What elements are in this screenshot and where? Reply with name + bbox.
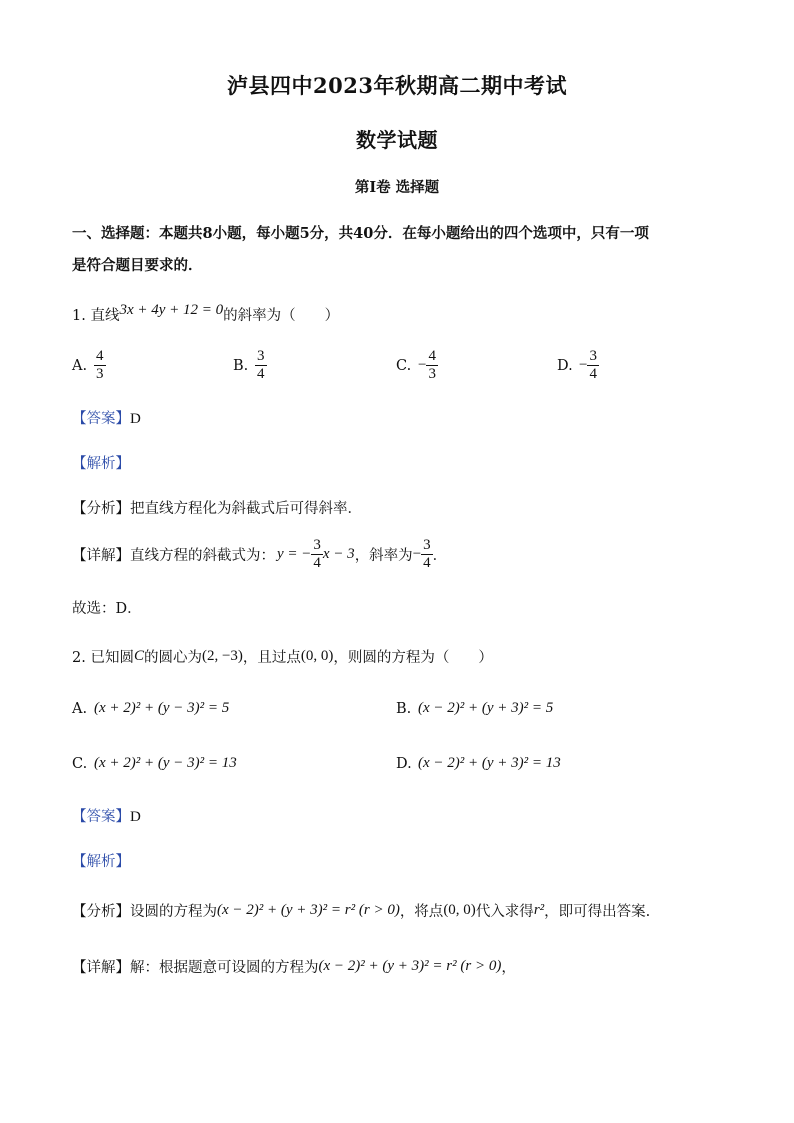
detail-slope-sign: −	[412, 546, 422, 562]
fenxi-tag: 【分析】	[72, 904, 130, 920]
answer-tag: 【答案】	[72, 809, 130, 825]
question-1-stem	[72, 304, 339, 325]
q1-conclusion: 故选：D．	[72, 601, 142, 617]
q2-option-b-label: B.	[396, 700, 412, 717]
q2-answer	[72, 805, 141, 826]
q2-option-d-equation: (x − 2)² + (y + 3)² = 13	[418, 755, 561, 771]
q1-option-c-fraction	[426, 348, 438, 383]
q2-option-c-equation: (x + 2)² + (y − 3)² = 13	[94, 755, 237, 771]
denominator: 3	[96, 366, 104, 382]
q1-option-b-fraction	[255, 348, 267, 383]
q1-option-a-label: A.	[72, 357, 88, 374]
q1-detail	[72, 537, 447, 572]
q2-option-b-equation: (x − 2)² + (y + 3)² = 5	[418, 700, 554, 716]
detail-fraction	[311, 537, 323, 572]
exam-subtitle: 数学试题	[356, 128, 438, 152]
q1-option-d-label: D.	[557, 357, 573, 374]
q1-option-c	[396, 348, 438, 383]
denominator: 4	[589, 366, 597, 382]
detail-tag: 【详解】	[72, 960, 130, 976]
denominator: 4	[423, 555, 431, 571]
fenxi-equation: (x − 2)² + (y + 3)² = r² (r > 0)	[217, 902, 400, 918]
numerator: 3	[257, 348, 265, 364]
q2-option-b	[396, 700, 553, 717]
q1-option-c-sign: −	[418, 357, 427, 373]
q2-option-a-label: A.	[72, 700, 88, 717]
detail-slope-fraction	[421, 537, 433, 572]
q2-option-d	[396, 755, 561, 772]
section-heading: 第Ⅰ卷 选择题	[354, 179, 440, 196]
exam-title: 泸县四中2023年秋期高二期中考试	[227, 73, 567, 98]
detail-tag: 【详解】	[72, 548, 130, 564]
q2-analysis-tag: 【解析】	[72, 854, 130, 870]
q1-option-a-fraction	[94, 348, 106, 383]
fenxi-end: ，即可得出答案.	[544, 904, 651, 920]
answer-tag: 【答案】	[72, 411, 130, 427]
q2-option-c	[72, 755, 237, 772]
fenxi-point: (0, 0)	[443, 902, 476, 918]
detail-end: ．	[432, 548, 448, 564]
q1-option-d	[557, 348, 599, 383]
numerator: 3	[589, 348, 597, 364]
fenxi-pre: 设圆的方程为	[130, 904, 217, 920]
q2-option-a	[72, 700, 229, 717]
instructions-line-1: 一、选择题：本题共8小题，每小题5分，共40分．在每小题给出的四个选项中，只有一项	[72, 225, 649, 242]
q2-option-c-label: C.	[72, 755, 88, 772]
fenxi-mid2: 代入求得	[475, 904, 534, 920]
q1-suffix: 的斜率为（ ）	[223, 308, 340, 324]
q2-suffix: ，则圆的方程为（ ）	[333, 650, 493, 666]
q1-option-c-label: C.	[396, 357, 412, 374]
fenxi-mid: ，将点	[399, 904, 444, 920]
numerator: 3	[313, 537, 321, 553]
q1-answer	[72, 407, 141, 428]
q1-prefix: 1. 直线	[72, 308, 120, 324]
q2-option-d-label: D.	[396, 755, 412, 772]
q1-option-b-label: B.	[233, 357, 249, 374]
numerator: 3	[423, 537, 431, 553]
question-2-stem	[72, 646, 493, 667]
detail-mid: ，斜率为	[354, 548, 413, 564]
numerator: 4	[428, 348, 436, 364]
detail-eq-post: x − 3	[322, 546, 355, 562]
detail-pre: 解：根据题意可设圆的方程为	[130, 960, 319, 976]
detail-end: ，	[501, 960, 516, 976]
q2-mid1: 的圆心为	[143, 650, 202, 666]
q2-mid2: ，且过点	[242, 650, 301, 666]
q2-point: (0, 0)	[300, 648, 334, 664]
q1-analysis-tag: 【解析】	[72, 456, 130, 472]
q1-option-d-fraction	[587, 348, 599, 383]
q2-detail	[72, 956, 516, 977]
detail-eq-pre: y = −	[277, 546, 312, 562]
answer-value: D	[130, 411, 141, 427]
fenxi-tag: 【分析】	[72, 501, 130, 517]
instructions-line-2: 是符合题目要求的．	[72, 257, 203, 274]
q2-center: (2, −3)	[201, 648, 243, 664]
fenxi-text: 把直线方程化为斜截式后可得斜率．	[130, 501, 362, 517]
q2-fenxi	[72, 900, 650, 921]
answer-value: D	[130, 809, 141, 825]
fenxi-r: r²	[533, 902, 545, 918]
q2-prefix: 2. 已知圆	[72, 650, 134, 666]
denominator: 3	[428, 366, 436, 382]
q2-option-a-equation: (x + 2)² + (y − 3)² = 5	[94, 700, 230, 716]
q1-option-d-sign: −	[579, 357, 588, 373]
numerator: 4	[96, 348, 104, 364]
q2-circle: C	[133, 648, 144, 664]
q1-equation: 3x + 4y + 12 = 0	[119, 302, 224, 318]
detail-equation: (x − 2)² + (y + 3)² = r² (r > 0)	[318, 958, 502, 974]
q1-option-a	[72, 348, 106, 383]
q1-fenxi	[72, 497, 362, 518]
q1-option-b	[233, 348, 267, 383]
denominator: 4	[257, 366, 265, 382]
detail-pre: 直线方程的斜截式为：	[130, 548, 275, 564]
denominator: 4	[313, 555, 321, 571]
